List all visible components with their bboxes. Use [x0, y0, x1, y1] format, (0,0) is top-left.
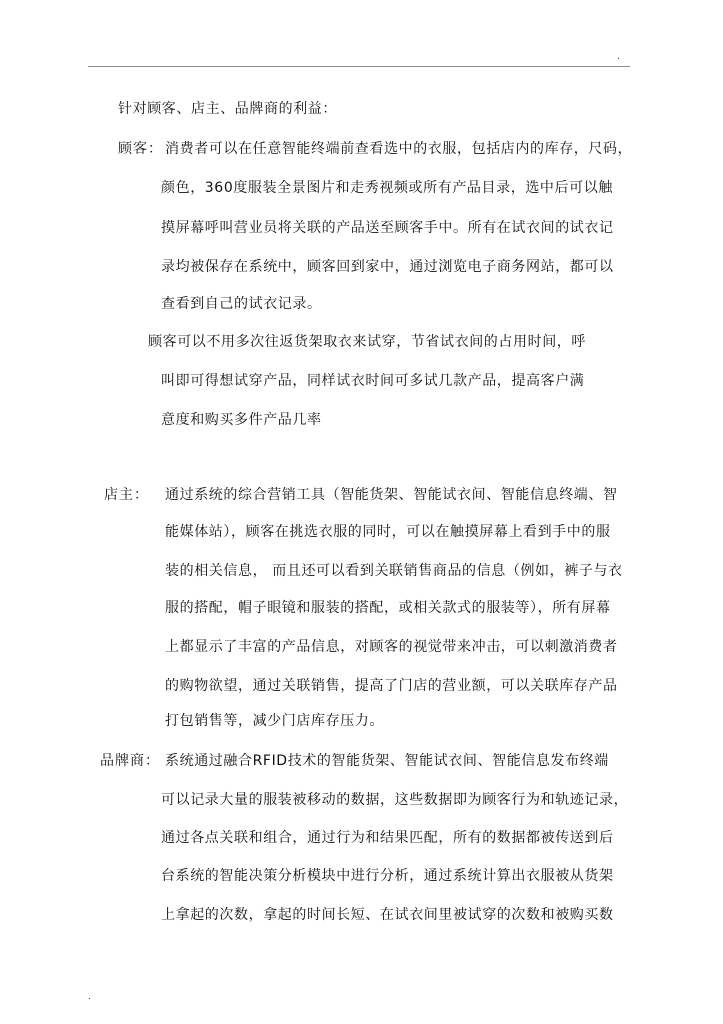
owner-line: 打包销售等，减少门店库存压力。	[165, 713, 384, 729]
header-rule	[88, 66, 630, 67]
brand-line: 台系统的智能决策分析模块中进行分析，通过系统计算出衣服被从货架	[161, 868, 614, 884]
owner-line: 服的搭配，帽子眼镜和服装的搭配，或相关款式的服装等），所有屏幕	[165, 600, 611, 616]
customer-label: 顾客：	[118, 141, 163, 157]
customer-para2-line: 顾客可以不用多次往返货架取衣来试穿，节省试衣间的占用时间，呼	[148, 334, 586, 350]
customer-line: 消费者可以在任意智能终端前查看选中的衣服，包括店内的库存，尺码，	[165, 141, 633, 157]
brand-line: 可以记录大量的服装被移动的数据，这些数据即为顾客行为和轨迹记录，	[161, 792, 629, 808]
customer-line: 查看到自己的试衣记录。	[161, 296, 322, 312]
customer-para2-line: 意度和购买多件产品几率	[161, 412, 322, 428]
brand-line: 系统通过融合RFID技术的智能货架、智能试衣间、智能信息发布终端	[165, 753, 609, 769]
customer-line: 摸屏幕呼叫营业员将关联的产品送至顾客手中。所有在试衣间的试衣记	[161, 220, 614, 236]
owner-line: 通过系统的综合营销工具（智能货架、智能试衣间、智能信息终端、智	[165, 487, 618, 503]
owner-label: 店主：	[104, 487, 149, 503]
brand-line: 通过各点关联和组合，通过行为和结果匹配，所有的数据都被传送到后	[161, 830, 614, 846]
customer-line: 录均被保存在系统中，顾客回到家中，通过浏览电子商务网站，都可以	[161, 259, 614, 275]
owner-line: 能媒体站），顾客在挑选衣服的同时，可以在触摸屏幕上看到手中的服	[165, 524, 611, 540]
customer-line: 颜色，360度服装全景图片和走秀视频或所有产品目录，选中后可以触	[161, 180, 613, 196]
customer-para2-line: 叫即可得想试穿产品，同样试衣时间可多试几款产品，提高客户满	[161, 373, 585, 389]
brand-line: 上拿起的次数，拿起的时间长短、在试衣间里被试穿的次数和被购买数	[161, 907, 614, 923]
owner-line: 的购物欲望，通过关联销售，提高了门店的营业额，可以关联库存产品	[165, 678, 618, 694]
header-mark: .	[617, 52, 620, 62]
brand-label: 品牌商：	[100, 753, 160, 769]
footer-mark: .	[88, 992, 91, 1002]
owner-line: 上都显示了丰富的产品信息，对顾客的视觉带来冲击，可以刺激消费者	[165, 639, 618, 655]
owner-line: 装的相关信息， 而且还可以看到关联销售商品的信息（例如，裤子与衣	[165, 563, 623, 579]
intro-heading: 针对顾客、店主、品牌商的利益：	[118, 101, 337, 117]
